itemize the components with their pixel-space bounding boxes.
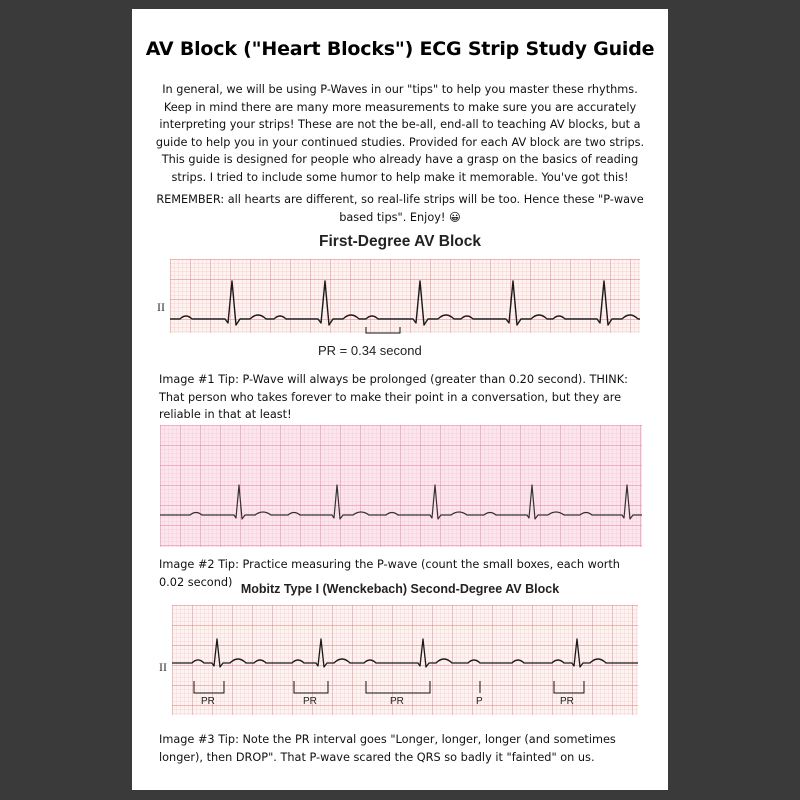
pr-label-5: PR <box>560 696 574 707</box>
remember-note: REMEMBER: all hearts are different, so real-life strips will be too. Hence these "P-wave based tips". Enjoy! 😀 <box>156 193 644 224</box>
first-degree-heading: First-Degree AV Block <box>319 233 481 250</box>
pr-label-1: PR <box>201 696 215 707</box>
ecg-strip-2 <box>160 425 642 547</box>
study-guide-page <box>132 9 668 790</box>
image2-caption: Image #2 Tip: Practice measuring the P-wave (count the small boxes, each worth 0.02 second) <box>159 558 620 589</box>
intro-paragraph: In general, we will be using P-Waves in our "tips" to help you master these rhythms. Keep in mind there are many more measurements to make sure you are accurately interpreting your strips! These are not the be-all, end-all to teaching AV blocks, but a guide to help you in your continued studies. Provided for each AV block are two strips. This guide is designed for people who already have a grasp on the basics of reading strips. I tried to include some humor to help make it memorable. You've got this! <box>155 83 645 184</box>
pr-label-3: PR <box>390 696 404 707</box>
lead-label-1: II <box>157 300 165 314</box>
lead-label-3: II <box>159 660 167 674</box>
mobitz-heading: Mobitz Type I (Wenckebach) Second-Degree AV Block <box>240 582 560 596</box>
ecg-strip-1 <box>170 259 640 359</box>
page-title: AV Block ("Heart Blocks") ECG Strip Study Guide <box>145 38 655 60</box>
pr-annotation: PR = 0.34 second <box>318 343 422 358</box>
image1-caption: Image #1 Tip: P-Wave will always be prolonged (greater than 0.20 second). THINK: That person who takes forever to make their point in a conversation, but they are reliable in that at least! <box>159 373 628 421</box>
pr-label-2: PR <box>303 696 317 707</box>
image3-caption: Image #3 Tip: Note the PR interval goes "Longer, longer, longer (and sometimes longer), then DROP". That P-wave scared the QRS so badly it "fainted" on us. <box>159 733 616 764</box>
p-label: P <box>476 696 483 707</box>
ecg-strip-3 <box>172 605 638 715</box>
